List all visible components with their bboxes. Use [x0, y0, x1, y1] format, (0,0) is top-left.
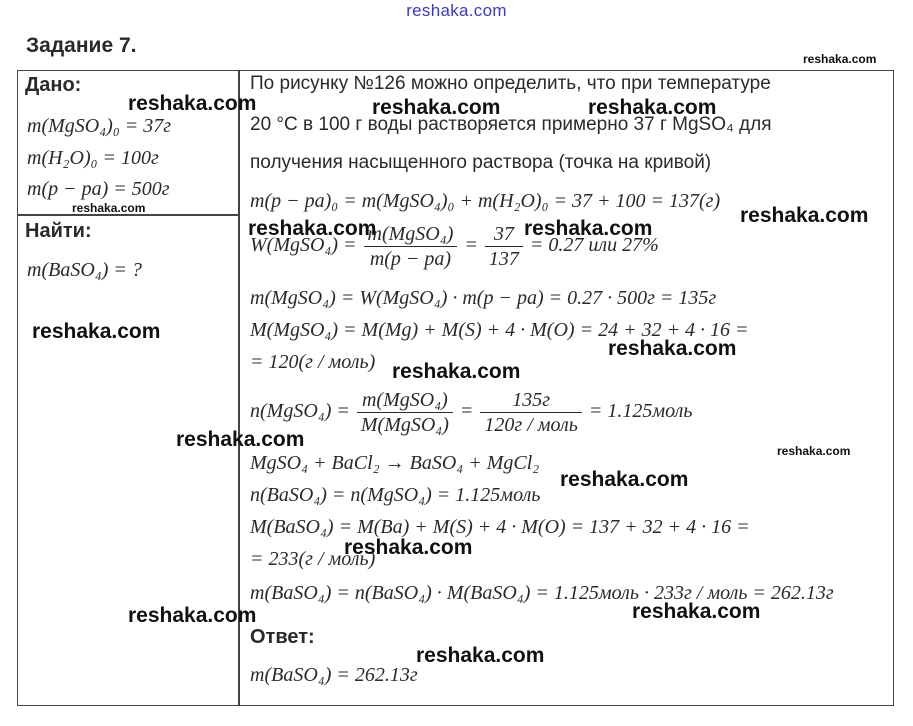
watermark: reshaka.com [608, 337, 737, 360]
answer-label: Ответ: [250, 626, 315, 648]
watermark: reshaka.com [344, 536, 473, 559]
watermark: reshaka.com [248, 217, 377, 240]
given-item: m(H₂O)₀ = 100г [27, 147, 159, 169]
watermark: reshaka.com [632, 600, 761, 623]
solution-line-final-mass: m(BaSO₄) = n(BaSO₄) · M(BaSO₄) = 1.125моль · 233г / моль = 262.13г [250, 582, 834, 604]
equals: = [459, 400, 474, 423]
task-title: Задание 7. [26, 34, 137, 57]
watermark: reshaka.com [72, 201, 146, 215]
watermark: reshaka.com [740, 204, 869, 227]
solution-line-moles-barium: n(BaSO₄) = n(MgSO₄) = 1.125моль [250, 484, 541, 506]
fraction-numerator: m(MgSO₄) [364, 222, 458, 247]
fraction-numerator: 135г [480, 388, 581, 413]
watermark: reshaka.com [524, 217, 653, 240]
watermark: reshaka.com [588, 96, 717, 119]
fraction [485, 222, 523, 271]
intro-line: 20 °С в 100 г воды растворяется примерно 37 г MgSO₄ для [250, 114, 772, 135]
watermark: reshaka.com [372, 96, 501, 119]
rhs: = 0.27 или 27% [529, 234, 659, 257]
watermark: reshaka.com [777, 444, 851, 458]
solution-line-reaction: MgSO₄ + BaCl₂ → BaSO₄ + MgCl₂ [250, 452, 540, 474]
fraction-denominator: 137 [488, 248, 519, 270]
find-label: Найти: [25, 220, 92, 242]
intro-line: получения насыщенного раствора (точка на кривой) [250, 152, 712, 173]
solution-line-molar-mass: M(MgSO₄) = M(Mg) + M(S) + 4 · M(O) = 24 + 32 + 4 · 16 = [250, 319, 749, 341]
solution-line-molar-mass-barium-result: = 233(г / моль) [250, 548, 376, 570]
find-item: m(BaSO₄) = ? [27, 259, 142, 281]
watermark: reshaka.com [560, 468, 689, 491]
solution-line-moles [250, 388, 692, 437]
solution-line-total-mass: m(р − ра)₀ = m(MgSO₄)₀ + m(H₂O)₀ = 37 + 100 = 137(г) [250, 190, 721, 212]
intro-line: По рисунку №126 можно определить, что при температуре [250, 73, 771, 94]
answer-value: m(BaSO₄) = 262.13г [250, 664, 418, 686]
equals: = [464, 234, 478, 257]
fraction [357, 388, 453, 437]
fraction [364, 222, 458, 271]
fraction-denominator: M(MgSO₄) [360, 414, 449, 436]
watermark: reshaka.com [32, 320, 161, 343]
lhs: n(MgSO₄) = [250, 400, 350, 423]
fraction-numerator: m(MgSO₄) [357, 388, 453, 413]
fraction-denominator: m(р − ра) [369, 248, 452, 270]
watermark: reshaka.com [176, 428, 305, 451]
fraction-numerator: 37 [485, 222, 523, 247]
given-item: m(MgSO₄)₀ = 37г [27, 115, 172, 137]
fraction-denominator: 120г / моль [484, 414, 578, 436]
watermark: reshaka.com [392, 360, 521, 383]
watermark: reshaka.com [803, 52, 877, 66]
lhs: W(MgSO₄) = [250, 234, 357, 257]
given-item: m(р − ра) = 500г [27, 178, 170, 200]
watermark: reshaka.com [128, 92, 257, 115]
watermark: reshaka.com [128, 604, 257, 627]
solution-line-molar-mass-result: = 120(г / моль) [250, 351, 376, 373]
solution-line-molar-mass-barium: M(BaSO₄) = M(Ba) + M(S) + 4 · M(O) = 137 + 32 + 4 · 16 = [250, 516, 750, 538]
rhs: = 1.125моль [588, 400, 693, 423]
watermark: reshaka.com [416, 644, 545, 667]
site-header[interactable]: reshaka.com [406, 1, 507, 20]
solution-line-mass: m(MgSO₄) = W(MgSO₄) · m(р − ра) = 0.27 · 500г = 135г [250, 287, 717, 309]
fraction [480, 388, 581, 437]
given-label: Дано: [25, 74, 82, 96]
